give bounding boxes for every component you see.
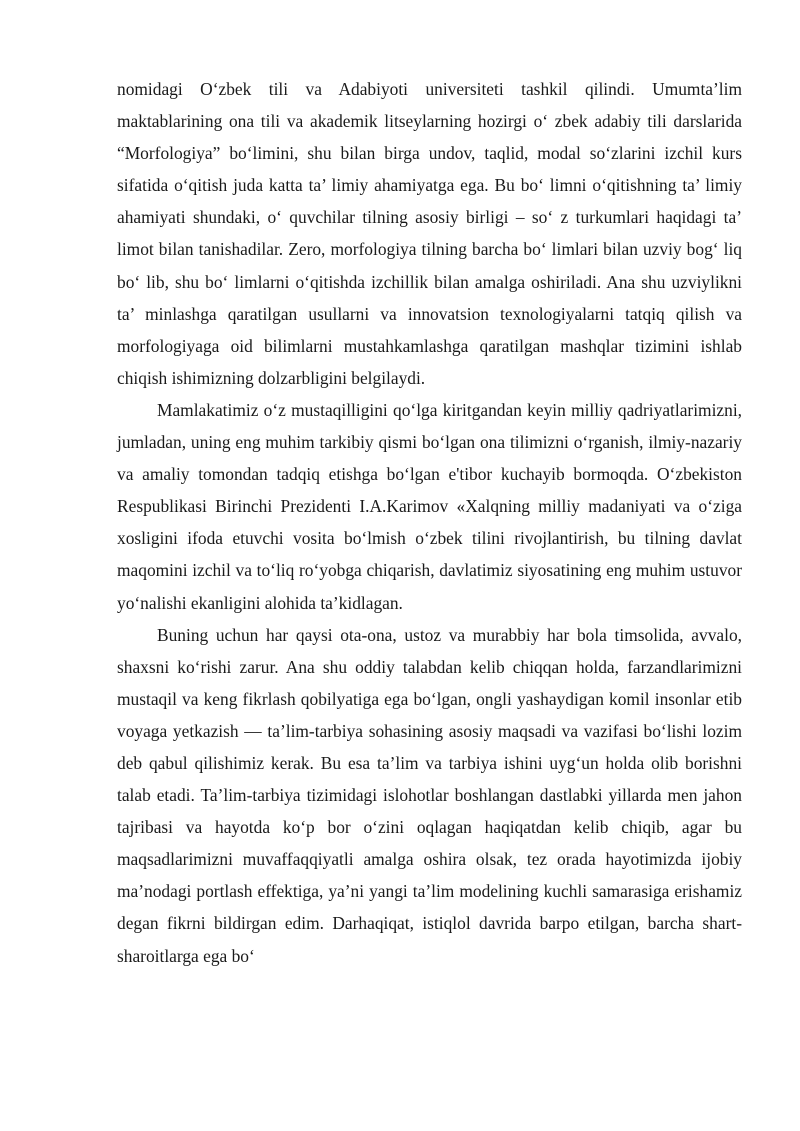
paragraph-1: nomidagi O‘zbek tili va Adabiyoti universiteti tashkil qilindi. Umumta’lim maktablarining ona tili va akademik litseylarning hozirgi o‘ zbek adabiy tili darslarida “Morfologiya” bo‘limini, shu bilan birga undov, taqlid, modal so‘zlarini izchil kurs sifatida o‘qitish juda katta ta’ limiy ahamiyatga ega. Bu bo‘ limni o‘qitishning ta’ limiy ahamiyati shundaki, o‘ quvchilar tilning asosiy birligi – so‘ z turkumlari haqidagi ta’ limot bilan tanishadilar. Zero, morfologiya tilning barcha bo‘ limlari bilan uzviy bog‘ liq bo‘ lib, shu bo‘ limlarni o‘qitishda izchillik bilan amalga oshiriladi. Ana shu uzviylikni ta’ minlashga qaratilgan usullarni va innovatsion texnologiyalarni tatqiq qilish va morfologiyaga oid bilimlarni mustahkamlashga qaratilgan mashqlar tizimini ishlab chiqish ishimizning dolzarbligini belgilaydi.: [117, 79, 742, 388]
paragraph-3: Buning uchun har qaysi ota-ona, ustoz va murabbiy har bola timsolida, avvalo, shaxsni ko‘rishi zarur. Ana shu oddiy talabdan kelib chiqqan holda, farzandlarimizni mustaqil va keng fikrlash qobilyatiga ega bo‘lgan, ongli yashaydigan komil insonlar etib voyaga yetkazish — ta’lim-tarbiya sohasining asosiy maqsadi va vazifasi bo‘lishi lozim deb qabul qilishimiz kerak. Bu esa ta’lim va tarbiya ishini uyg‘un holda olib borishni talab etadi. Ta’lim-tarbiya tizimidagi islohotlar boshlangan dastlabki yillarda men jahon tajribasi va hayotda ko‘p bor o‘zini oqlagan haqiqatdan kelib chiqib, agar bu maqsadlarimizni muvaffaqqiyatli amalga oshira olsak, tez orada hayotimizda ijobiy ma’nodagi portlash effektiga, ya’ni yangi ta’lim modelining kuchli samarasiga erishamiz degan fikrni bildirgan edim. Darhaqiqat, istiqlol davrida barpo etilgan, barcha shart-sharoitlarga ega bo‘: [117, 624, 742, 966]
paragraph-2: Mamlakatimiz o‘z mustaqilligini qo‘lga kiritgandan keyin milliy qadriyatlarimizni, jumladan, uning eng muhim tarkibiy qismi bo‘lgan ona tilimizni o‘rganish, ilmiy-nazariy va amaliy tomondan tadqiq etishga bo‘lgan e'tibor kuchayib bormoqda. O‘zbekiston Respublikasi Birinchi Prezidenti I.A.Karimov «Xalqning milliy madaniyati va o‘ziga xosligini ifoda etuvchi vosita bo‘lmish o‘zbek tilini rivojlantirish, bu tilning davlat maqomini izchil va to‘liq ro‘yobga chiqarish, davlatimiz siyosatining eng muhim ustuvor yo‘nalishi ekanligini alohida ta’kidlagan.: [117, 399, 742, 613]
body-text: [117, 73, 742, 972]
